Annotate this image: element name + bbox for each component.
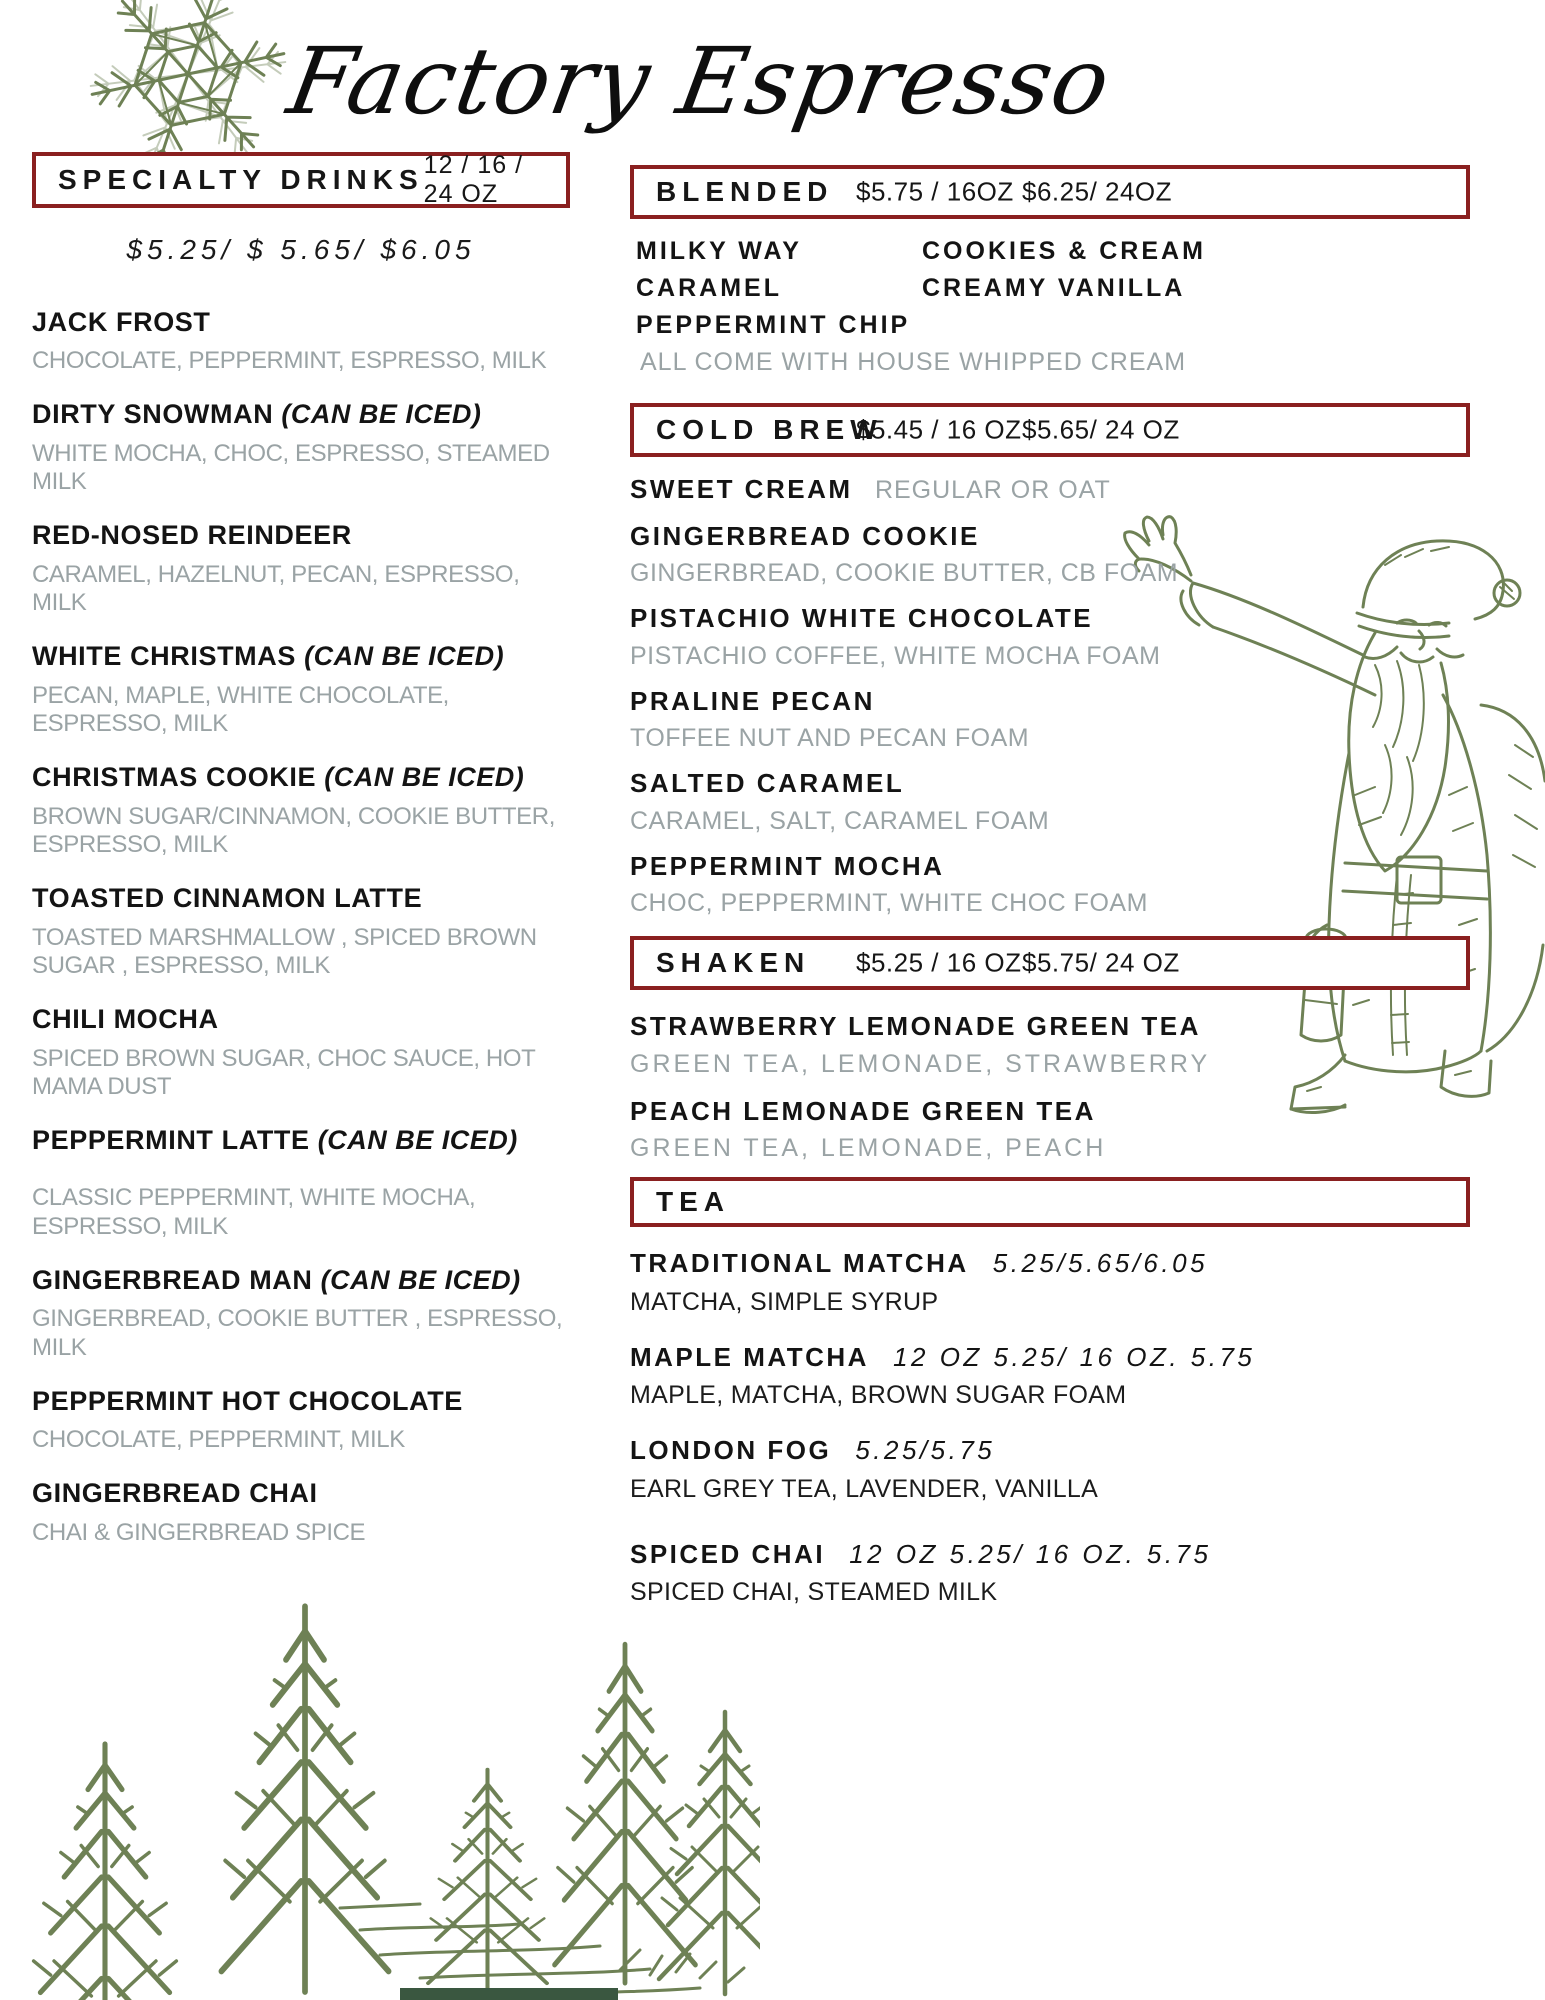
item-desc: MATCHA, SIMPLE SYRUP [630,1287,939,1316]
menu-item-gingerbread-cookie [630,520,1470,589]
item-name: JACK FROST [32,307,211,337]
menu-item-salted-caramel [630,767,1470,836]
item-name: CHRISTMAS COOKIE [32,762,317,793]
item-desc: CHOC, PEPPERMINT, WHITE CHOC FOAM [630,889,1148,917]
page-title: Factory Espresso [280,28,1119,135]
menu-item-peppermint-mocha [630,850,1470,919]
menu-item-peppermint-hot-chocolate [32,1385,570,1455]
item-note: (CAN BE ICED) [304,641,505,672]
menu-item-pistachio-white-chocolate [630,602,1470,671]
item-price: 12 OZ 5.25/ 16 OZ. 5.75 [893,1341,1256,1372]
item-name: CHILI MOCHA [32,1004,219,1035]
blended-flavor-col1 [636,233,922,344]
item-desc: MAPLE, MATCHA, BROWN SUGAR FOAM [630,1381,1127,1409]
item-note: (CAN BE ICED) [317,1125,518,1156]
item-desc: CARAMEL, HAZELNUT, PECAN, ESPRESSO, MILK [32,560,520,617]
item-desc: GINGERBREAD, COOKIE BUTTER, CB FOAM [630,559,1179,587]
item-desc: REGULAR OR OAT [874,476,1111,504]
item-desc: EARL GREY TEA, LAVENDER, VANILLA [630,1474,1099,1503]
item-price: 5.25/5.65/6.05 [992,1248,1209,1278]
item-name: TRADITIONAL MATCHA [630,1248,969,1278]
item-name: WHITE CHRISTMAS [32,641,296,672]
item-name: SPICED CHAI [630,1538,826,1569]
cold-brew-header [630,403,1470,457]
menu-item-sweet-cream [630,473,1470,506]
item-name: GINGERBREAD CHAI [32,1478,318,1509]
item-name: TOASTED CINNAMON LATTE [32,883,423,914]
item-desc: CLASSIC PEPPERMINT, WHITE MOCHA, ESPRESSO, MILK [32,1184,476,1241]
item-name: DIRTY SNOWMAN [32,399,274,430]
item-name: GINGERBREAD COOKIE [630,520,980,551]
blended-flavor: COOKIES & CREAM [922,237,1206,265]
item-desc: CARAMEL, SALT, CARAMEL FOAM [630,806,1050,835]
item-name: PEACH LEMONADE GREEN TEA [630,1095,1096,1126]
right-column [630,165,1470,1631]
item-desc: CHOCOLATE, PEPPERMINT, ESPRESSO, MILK [32,347,547,375]
blended-flavor: PEPPERMINT CHIP [636,311,911,339]
blended-flavor: CREAMY VANILLA [922,274,1186,302]
item-name: PISTACHIO WHITE CHOCOLATE [630,603,1094,633]
item-name: PEPPERMINT LATTE [32,1125,310,1156]
pine-trees-illustration [0,1590,760,2000]
specialty-drinks-title: SPECIALTY DRINKS [58,164,424,195]
item-desc: GINGERBREAD, COOKIE BUTTER , ESPRESSO, MILK [32,1305,563,1362]
menu-item-maple-matcha [630,1341,1470,1411]
menu-item-peach-lemonade-green-tea [630,1095,1470,1164]
tea-header [630,1177,1470,1227]
shaken-price-16oz: $5.25 / 16 OZ [856,947,1022,978]
blended-flavors [636,233,1470,344]
menu-item-christmas-cookie [32,761,570,860]
item-desc: SPICED CHAI, STEAMED MILK [630,1578,998,1606]
item-price: 12 OZ 5.25/ 16 OZ. 5.75 [849,1538,1212,1569]
item-name: MAPLE MATCHA [630,1341,869,1372]
item-desc: GREEN TEA, LEMONADE, PEACH [630,1134,1107,1162]
blended-note: ALL COME WITH HOUSE WHIPPED CREAM [640,348,1187,376]
item-desc: TOFFEE NUT AND PECAN FOAM [630,724,1030,752]
cold-brew-price-24oz: $5.65/ 24 OZ [1022,414,1180,445]
menu-item-spiced-chai [630,1538,1470,1608]
specialty-sizes: 12 / 16 / 24 OZ [423,151,524,208]
item-desc: SPICED BROWN SUGAR, CHOC SAUCE, HOT MAMA DUST [32,1044,535,1101]
item-name: STRAWBERRY LEMONADE GREEN TEA [630,1011,1201,1041]
blended-flavor: CARAMEL [636,274,782,302]
menu-item-dirty-snowman [32,398,570,497]
blended-price-16oz: $5.75 / 16OZ [856,176,1014,207]
blended-header [630,165,1470,219]
menu-item-white-christmas [32,640,570,739]
menu-item-toasted-cinnamon-latte [32,882,570,981]
item-note: (CAN BE ICED) [320,1265,521,1296]
cold-brew-title: COLD BREW [656,414,883,445]
menu-item-gingerbread-man [32,1264,570,1363]
blended-title: BLENDED [656,176,834,207]
item-name: GINGERBREAD MAN [32,1265,313,1296]
item-name: LONDON FOG [630,1435,832,1465]
item-name: PRALINE PECAN [630,685,875,716]
blended-flavor: MILKY WAY [636,237,802,265]
menu-item-peppermint-latte [32,1124,570,1242]
item-name: PEPPERMINT MOCHA [630,850,945,881]
menu-item-traditional-matcha [630,1247,1470,1317]
menu-item-praline-pecan [630,685,1470,754]
item-desc: CHOCOLATE, PEPPERMINT, MILK [32,1426,405,1454]
bottom-band [400,1988,618,2000]
item-desc: PISTACHIO COFFEE, WHITE MOCHA FOAM [630,641,1161,670]
cold-brew-price-16oz: $5.45 / 16 OZ [856,414,1022,445]
item-desc: TOASTED MARSHMALLOW , SPICED BROWN SUGAR , ESPRESSO, MILK [32,923,537,980]
item-desc: CHAI & GINGERBREAD SPICE [32,1518,366,1546]
item-desc: BROWN SUGAR/CINNAMON, COOKIE BUTTER, ESPRESSO, MILK [32,802,555,859]
item-price: 5.25/5.75 [855,1435,996,1465]
item-name: PEPPERMINT HOT CHOCOLATE [32,1386,463,1417]
shaken-title: SHAKEN [656,947,811,978]
item-name: SALTED CARAMEL [630,768,905,798]
item-note: (CAN BE ICED) [281,399,482,430]
item-desc: GREEN TEA, LEMONADE, STRAWBERRY [630,1049,1211,1078]
menu-item-strawberry-lemonade-green-tea [630,1010,1470,1079]
tea-title: TEA [656,1186,730,1217]
menu-item-chili-mocha [32,1003,570,1102]
item-name: RED-NOSED REINDEER [32,520,352,551]
menu-item-jack-frost [32,306,570,376]
item-note: (CAN BE ICED) [324,762,525,793]
blended-price-24oz: $6.25/ 24OZ [1022,176,1173,207]
specialty-prices: $5.25/ $ 5.65/ $6.05 [126,234,476,265]
menu-item-red-nosed-reindeer [32,519,570,618]
shaken-price-24oz: $5.75/ 24 OZ [1022,947,1180,978]
shaken-header [630,936,1470,990]
item-desc: WHITE MOCHA, CHOC, ESPRESSO, STEAMED MILK [32,439,550,496]
menu-item-london-fog [630,1434,1470,1504]
menu-item-gingerbread-chai [32,1477,570,1547]
item-name: SWEET CREAM [630,474,853,504]
blended-flavor-col2 [922,233,1222,344]
specialty-drinks-section [32,152,570,1569]
item-desc: PECAN, MAPLE, WHITE CHOCOLATE, ESPRESSO, MILK [32,681,449,738]
